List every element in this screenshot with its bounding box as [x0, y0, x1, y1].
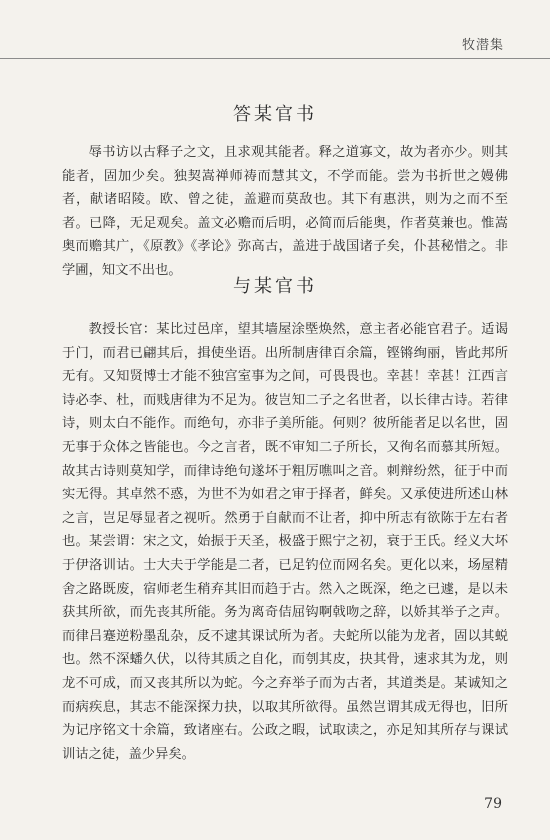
- running-header: 牧潜集: [461, 38, 504, 53]
- section-title-2: 与某官书: [233, 276, 317, 297]
- page-number: 79: [484, 796, 502, 812]
- section-body-1: 辱书访以古释子之文，且求观其能者。释之道寡文，故为者亦少。则其能者，固加少矣。独契嵩禅师祷而慧其文，不学而能。尝为书折世之嫚佛者，献诸昭陵。欧、曾之徒，盖避而莫敌也。其下有惠洪，则为之而不至者。已降，无足观矣。盖文必赡而后明，必简而后能奥，作者莫兼也。惟嵩奥而赡其广，《原教》《孝论》弥高古，盖进于战国诸子矣，仆甚秘惜之。非学圃，知文不出也。: [62, 145, 508, 278]
- header-rule: [0, 58, 550, 59]
- section-body-2: 教授长官：某比过邑庠，望其墙屋涂塈焕然，意主者必能官君子。适谒于门，而君已翩其后，揖使坐语。出所制唐律百余篇，铿锵绚丽，皆此邦所无有。又知贤博士才能不独宫室事为之间，可畏畏也。幸甚！幸甚！江西言诗必李、杜，而贱唐律为不足为。彼岂知二子之名世者，以长律古诗。若律诗，则太白不能作。而绝句，亦非子美所能。何则？彼所能者足以名世，固无事于众体之皆能也。今之言者，既不审知二子所长，又徇名而慕其所短。故其古诗则莫知学，而律诗绝句遂坏于粗厉噍叫之音。刺辩纷然，征于中而实无得。其卓然不惑，为世不为如君之审于择者，鲜矣。又承使进所述山林之言，岂足辱显者之视听。然勇于自献而不让者，抑中所志有欲陈于左右者也。某尝谓：宋之文，始振于天圣，极盛于熙宁之初，衰于王氏。经义大坏于伊洛训诂。士大夫于学能是二者，已足钓位而网名矣。更化以来，场屋精舍之路既废，宿师老生稍弃其旧而趋于古。然入之既深，绝之已遽，是以未获其所欲，而先丧其所能。务为离奇佶屈钩啊戟吻之辞，以娇其举子之声。而律吕蹇逆粉墨乱杂，反不逮其课试所为者。夫蛇所以能为龙者，固以其蜕也。然不深蟠久伏，以待其质之自化，而刳其皮，抉其骨，速求其为龙，则龙不可成，而又丧其所以为蛇。今之弃举子而为古者，其道类是。某诚知之而病疾息，其志不能深探力抉，以取其所欲得。虽然岂谓其成无得也，旧所为记序铭文十余篇，致诸座右。公政之暇，试取读之，亦足知其所存与课试训诂之徒，盖少异矣。: [62, 322, 508, 762]
- section-title-1: 答某官书: [233, 104, 317, 125]
